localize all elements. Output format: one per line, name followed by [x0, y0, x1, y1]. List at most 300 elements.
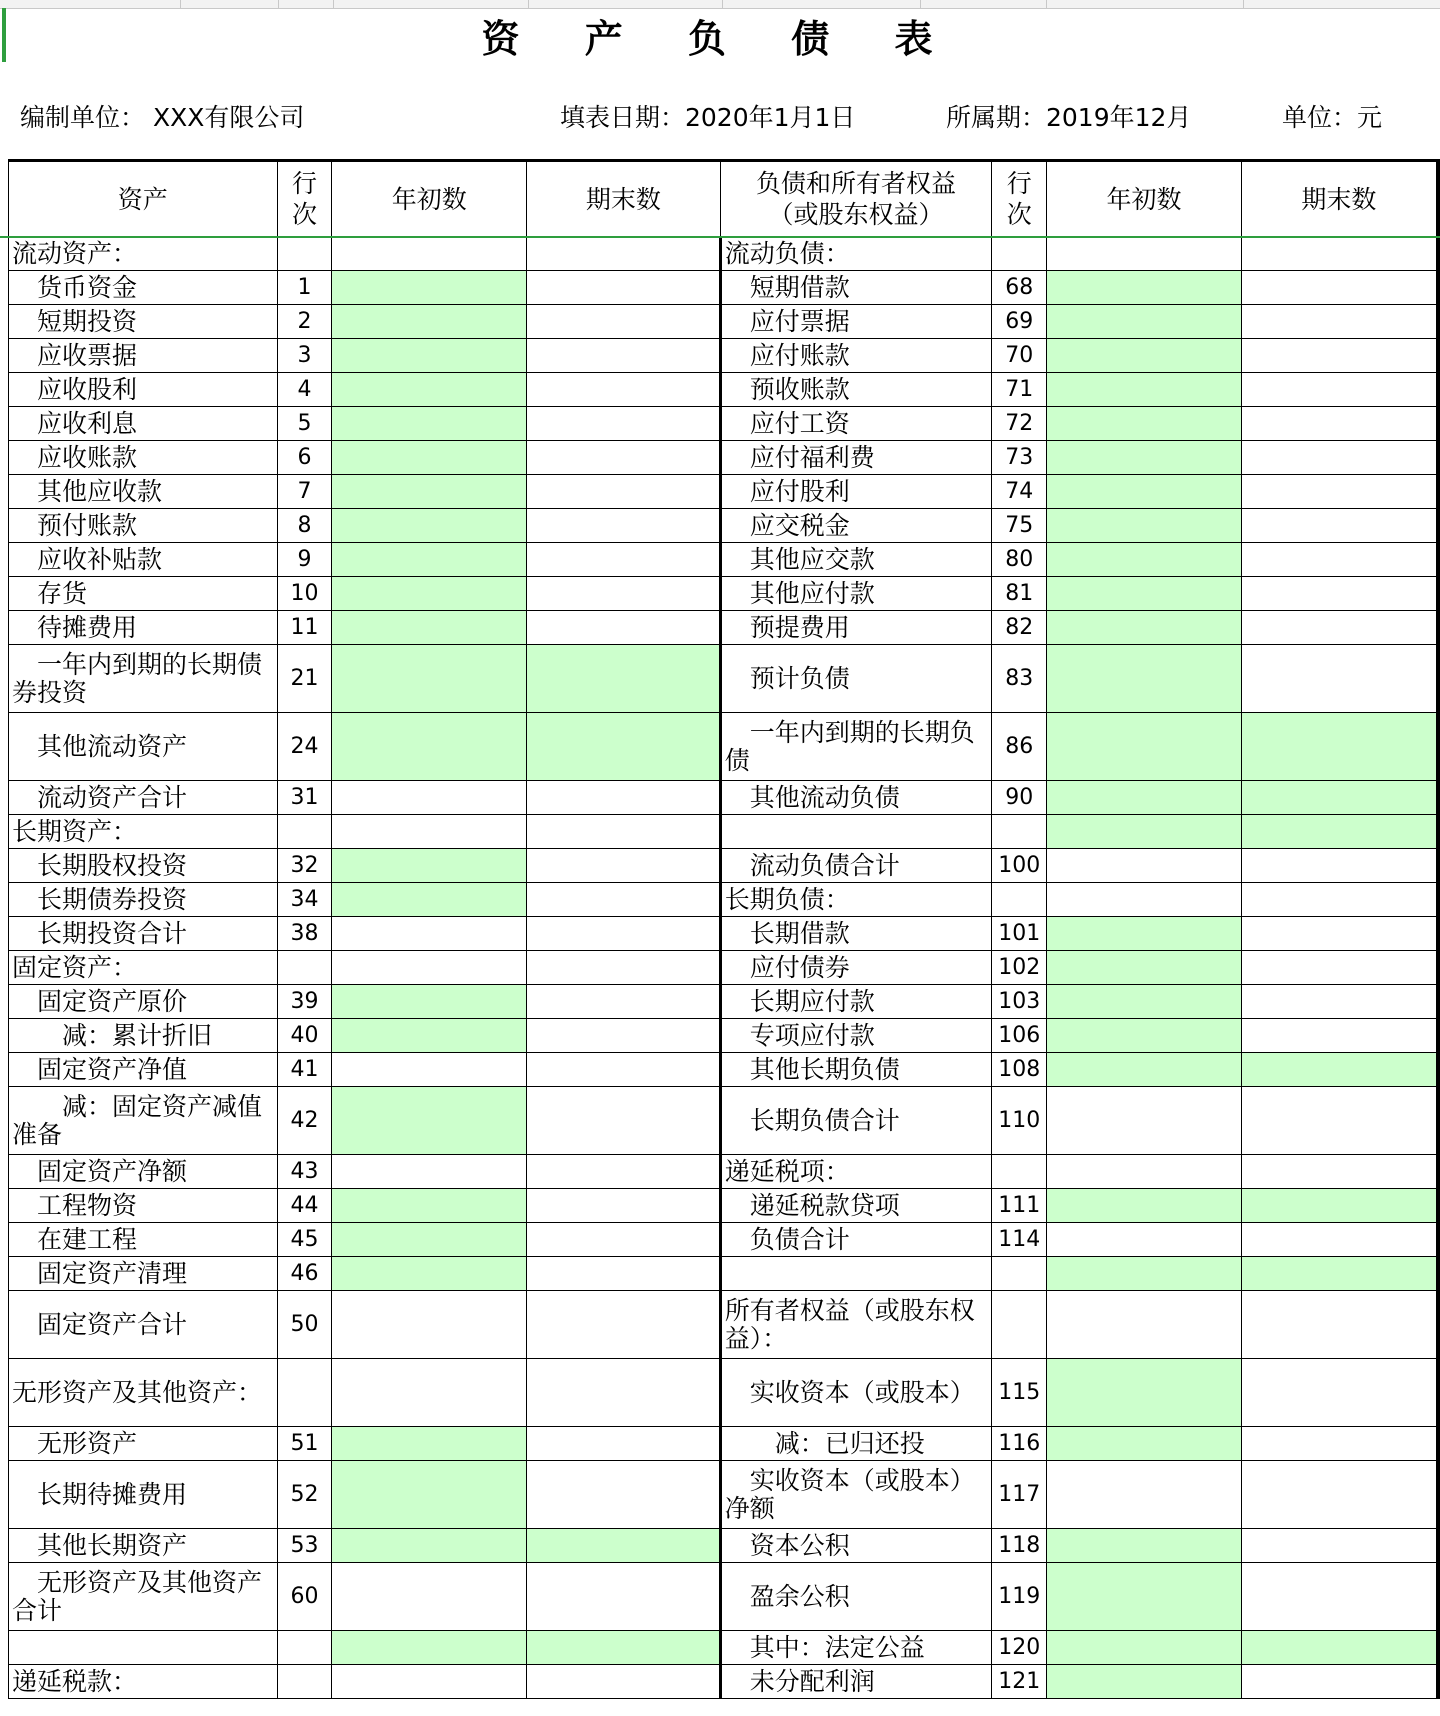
asset-begin-cell[interactable] [332, 407, 527, 441]
liability-row-no-cell[interactable]: 118 [992, 1529, 1047, 1563]
asset-begin-cell[interactable] [332, 1665, 527, 1699]
liability-row-no-cell[interactable]: 108 [992, 1053, 1047, 1087]
asset-begin-cell[interactable] [332, 1529, 527, 1563]
liability-item-cell[interactable]: 长期负债合计 [720, 1087, 992, 1155]
asset-item-cell[interactable]: 长期资产： [9, 815, 278, 849]
asset-item-cell[interactable]: 固定资产净值 [9, 1053, 278, 1087]
liability-end-cell[interactable] [1241, 1257, 1438, 1291]
liability-row-no-cell[interactable]: 110 [992, 1087, 1047, 1155]
asset-row-no-cell[interactable]: 1 [277, 271, 332, 305]
liability-begin-cell[interactable] [1047, 305, 1242, 339]
liability-begin-cell[interactable] [1047, 1631, 1242, 1665]
asset-end-cell[interactable] [527, 645, 721, 713]
liability-item-cell[interactable]: 盈余公积 [720, 1563, 992, 1631]
asset-begin-cell[interactable] [332, 339, 527, 373]
liability-end-cell[interactable] [1241, 475, 1438, 509]
liability-item-cell[interactable]: 其他长期负债 [720, 1053, 992, 1087]
liability-end-cell[interactable] [1241, 1223, 1438, 1257]
liability-begin-cell[interactable] [1047, 1223, 1242, 1257]
liability-end-cell[interactable] [1241, 951, 1438, 985]
liability-end-cell[interactable] [1241, 645, 1438, 713]
liability-end-cell[interactable] [1241, 1019, 1438, 1053]
liability-item-cell[interactable]: 应付股利 [720, 475, 992, 509]
liability-end-cell[interactable] [1241, 441, 1438, 475]
liability-item-cell[interactable]: 其他应付款 [720, 577, 992, 611]
asset-row-no-cell[interactable]: 45 [277, 1223, 332, 1257]
asset-end-cell[interactable] [527, 883, 721, 917]
asset-item-cell[interactable]: 流动资产： [9, 237, 278, 271]
asset-row-no-cell[interactable] [277, 1631, 332, 1665]
liability-end-cell[interactable] [1241, 1461, 1438, 1529]
liability-item-cell[interactable] [720, 1257, 992, 1291]
liability-row-no-cell[interactable]: 119 [992, 1563, 1047, 1631]
liability-end-cell[interactable] [1241, 611, 1438, 645]
liability-begin-cell[interactable] [1047, 883, 1242, 917]
asset-item-cell[interactable]: 应收股利 [9, 373, 278, 407]
asset-end-cell[interactable] [527, 271, 721, 305]
liability-row-no-cell[interactable] [992, 237, 1047, 271]
liability-begin-cell[interactable] [1047, 781, 1242, 815]
liability-row-no-cell[interactable]: 72 [992, 407, 1047, 441]
asset-item-cell[interactable]: 应收补贴款 [9, 543, 278, 577]
asset-end-cell[interactable] [527, 441, 721, 475]
liability-item-cell[interactable]: 实收资本（或股本）净额 [720, 1461, 992, 1529]
liability-item-cell[interactable]: 长期负债： [720, 883, 992, 917]
liability-row-no-cell[interactable]: 74 [992, 475, 1047, 509]
liability-end-cell[interactable] [1241, 1053, 1438, 1087]
liability-row-no-cell[interactable]: 117 [992, 1461, 1047, 1529]
liability-item-cell[interactable] [720, 815, 992, 849]
asset-item-cell[interactable]: 预付账款 [9, 509, 278, 543]
liability-begin-cell[interactable] [1047, 339, 1242, 373]
asset-item-cell[interactable]: 待摊费用 [9, 611, 278, 645]
asset-item-cell[interactable]: 无形资产 [9, 1427, 278, 1461]
header-end-right[interactable]: 期末数 [1241, 161, 1438, 237]
liability-item-cell[interactable]: 长期应付款 [720, 985, 992, 1019]
liability-begin-cell[interactable] [1047, 543, 1242, 577]
asset-row-no-cell[interactable]: 51 [277, 1427, 332, 1461]
asset-item-cell[interactable]: 应收票据 [9, 339, 278, 373]
liability-item-cell[interactable]: 应付福利费 [720, 441, 992, 475]
liability-end-cell[interactable] [1241, 509, 1438, 543]
asset-begin-cell[interactable] [332, 713, 527, 781]
liability-row-no-cell[interactable]: 80 [992, 543, 1047, 577]
asset-end-cell[interactable] [527, 407, 721, 441]
asset-row-no-cell[interactable]: 46 [277, 1257, 332, 1291]
asset-row-no-cell[interactable]: 6 [277, 441, 332, 475]
liability-item-cell[interactable]: 应付账款 [720, 339, 992, 373]
asset-end-cell[interactable] [527, 1053, 721, 1087]
liability-item-cell[interactable]: 应付债券 [720, 951, 992, 985]
asset-end-cell[interactable] [527, 305, 721, 339]
asset-item-cell[interactable]: 一年内到期的长期债券投资 [9, 645, 278, 713]
asset-row-no-cell[interactable]: 60 [277, 1563, 332, 1631]
asset-begin-cell[interactable] [332, 1291, 527, 1359]
liability-end-cell[interactable] [1241, 271, 1438, 305]
liability-item-cell[interactable]: 未分配利润 [720, 1665, 992, 1699]
liability-row-no-cell[interactable]: 100 [992, 849, 1047, 883]
liability-item-cell[interactable]: 应交税金 [720, 509, 992, 543]
liability-end-cell[interactable] [1241, 713, 1438, 781]
asset-begin-cell[interactable] [332, 1631, 527, 1665]
liability-row-no-cell[interactable]: 75 [992, 509, 1047, 543]
liability-row-no-cell[interactable]: 86 [992, 713, 1047, 781]
asset-row-no-cell[interactable]: 3 [277, 339, 332, 373]
liability-row-no-cell[interactable]: 69 [992, 305, 1047, 339]
liability-row-no-cell[interactable]: 121 [992, 1665, 1047, 1699]
asset-row-no-cell[interactable]: 31 [277, 781, 332, 815]
asset-row-no-cell[interactable]: 38 [277, 917, 332, 951]
asset-begin-cell[interactable] [332, 1257, 527, 1291]
liability-row-no-cell[interactable]: 83 [992, 645, 1047, 713]
company-label[interactable]: 编制单位： XXX有限公司 [20, 103, 305, 132]
liability-row-no-cell[interactable] [992, 1155, 1047, 1189]
asset-begin-cell[interactable] [332, 305, 527, 339]
liability-row-no-cell[interactable]: 102 [992, 951, 1047, 985]
asset-end-cell[interactable] [527, 1427, 721, 1461]
asset-end-cell[interactable] [527, 781, 721, 815]
asset-item-cell[interactable]: 长期债券投资 [9, 883, 278, 917]
asset-item-cell[interactable]: 减：累计折旧 [9, 1019, 278, 1053]
asset-row-no-cell[interactable] [277, 815, 332, 849]
asset-row-no-cell[interactable]: 24 [277, 713, 332, 781]
liability-row-no-cell[interactable]: 120 [992, 1631, 1047, 1665]
asset-row-no-cell[interactable]: 7 [277, 475, 332, 509]
asset-item-cell[interactable]: 长期待摊费用 [9, 1461, 278, 1529]
asset-item-cell[interactable]: 在建工程 [9, 1223, 278, 1257]
liability-end-cell[interactable] [1241, 543, 1438, 577]
asset-begin-cell[interactable] [332, 611, 527, 645]
asset-item-cell[interactable]: 长期股权投资 [9, 849, 278, 883]
liability-end-cell[interactable] [1241, 1563, 1438, 1631]
asset-end-cell[interactable] [527, 1529, 721, 1563]
asset-row-no-cell[interactable]: 11 [277, 611, 332, 645]
asset-begin-cell[interactable] [332, 543, 527, 577]
asset-begin-cell[interactable] [332, 815, 527, 849]
asset-begin-cell[interactable] [332, 1189, 527, 1223]
asset-begin-cell[interactable] [332, 883, 527, 917]
liability-begin-cell[interactable] [1047, 1427, 1242, 1461]
liability-begin-cell[interactable] [1047, 1053, 1242, 1087]
liability-row-no-cell[interactable] [992, 1291, 1047, 1359]
liability-end-cell[interactable] [1241, 305, 1438, 339]
liability-begin-cell[interactable] [1047, 611, 1242, 645]
asset-end-cell[interactable] [527, 985, 721, 1019]
liability-begin-cell[interactable] [1047, 1359, 1242, 1427]
liability-row-no-cell[interactable]: 82 [992, 611, 1047, 645]
liability-begin-cell[interactable] [1047, 1665, 1242, 1699]
liability-item-cell[interactable]: 实收资本（或股本） [720, 1359, 992, 1427]
liability-item-cell[interactable]: 预计负债 [720, 645, 992, 713]
asset-row-no-cell[interactable]: 34 [277, 883, 332, 917]
liability-row-no-cell[interactable]: 115 [992, 1359, 1047, 1427]
asset-begin-cell[interactable] [332, 475, 527, 509]
liability-begin-cell[interactable] [1047, 849, 1242, 883]
asset-begin-cell[interactable] [332, 237, 527, 271]
liability-row-no-cell[interactable]: 111 [992, 1189, 1047, 1223]
liability-row-no-cell[interactable] [992, 815, 1047, 849]
liability-end-cell[interactable] [1241, 1291, 1438, 1359]
asset-end-cell[interactable] [527, 339, 721, 373]
liability-row-no-cell[interactable]: 101 [992, 917, 1047, 951]
liability-begin-cell[interactable] [1047, 1155, 1242, 1189]
liability-begin-cell[interactable] [1047, 1019, 1242, 1053]
liability-item-cell[interactable]: 其中：法定公益 [720, 1631, 992, 1665]
liability-begin-cell[interactable] [1047, 645, 1242, 713]
asset-end-cell[interactable] [527, 1019, 721, 1053]
liability-end-cell[interactable] [1241, 407, 1438, 441]
asset-item-cell[interactable]: 长期投资合计 [9, 917, 278, 951]
liability-begin-cell[interactable] [1047, 441, 1242, 475]
liability-item-cell[interactable]: 其他流动负债 [720, 781, 992, 815]
liability-end-cell[interactable] [1241, 1359, 1438, 1427]
header-begin[interactable]: 年初数 [332, 161, 527, 237]
header-row-no[interactable]: 行 次 [277, 161, 332, 237]
header-begin-right[interactable]: 年初数 [1047, 161, 1242, 237]
asset-item-cell[interactable]: 减：固定资产减值准备 [9, 1087, 278, 1155]
liability-row-no-cell[interactable]: 81 [992, 577, 1047, 611]
asset-end-cell[interactable] [527, 1461, 721, 1529]
liability-begin-cell[interactable] [1047, 1563, 1242, 1631]
asset-begin-cell[interactable] [332, 373, 527, 407]
liability-end-cell[interactable] [1241, 1631, 1438, 1665]
liability-begin-cell[interactable] [1047, 1257, 1242, 1291]
asset-row-no-cell[interactable] [277, 951, 332, 985]
asset-begin-cell[interactable] [332, 1223, 527, 1257]
unit-label[interactable]: 单位：元 [1282, 103, 1383, 132]
asset-begin-cell[interactable] [332, 1563, 527, 1631]
asset-item-cell[interactable]: 无形资产及其他资产合计 [9, 1563, 278, 1631]
liability-item-cell[interactable]: 所有者权益（或股东权益）： [720, 1291, 992, 1359]
liability-begin-cell[interactable] [1047, 985, 1242, 1019]
asset-item-cell[interactable]: 固定资产原价 [9, 985, 278, 1019]
liability-item-cell[interactable]: 减：已归还投 [720, 1427, 992, 1461]
asset-end-cell[interactable] [527, 611, 721, 645]
liability-begin-cell[interactable] [1047, 509, 1242, 543]
liability-item-cell[interactable]: 负债合计 [720, 1223, 992, 1257]
asset-row-no-cell[interactable] [277, 237, 332, 271]
asset-item-cell[interactable]: 其他长期资产 [9, 1529, 278, 1563]
liability-item-cell[interactable]: 长期借款 [720, 917, 992, 951]
liability-item-cell[interactable]: 流动负债： [720, 237, 992, 271]
asset-item-cell[interactable]: 应收利息 [9, 407, 278, 441]
liability-end-cell[interactable] [1241, 849, 1438, 883]
header-row-no-right[interactable]: 行 次 [992, 161, 1047, 237]
asset-item-cell[interactable]: 递延税款： [9, 1665, 278, 1699]
liability-row-no-cell[interactable]: 73 [992, 441, 1047, 475]
asset-end-cell[interactable] [527, 543, 721, 577]
asset-begin-cell[interactable] [332, 917, 527, 951]
asset-item-cell[interactable]: 短期投资 [9, 305, 278, 339]
liability-begin-cell[interactable] [1047, 1189, 1242, 1223]
asset-row-no-cell[interactable]: 4 [277, 373, 332, 407]
liability-item-cell[interactable]: 递延税款贷项 [720, 1189, 992, 1223]
sheet-title[interactable]: 资 产 负 债 表 [481, 17, 959, 61]
asset-begin-cell[interactable] [332, 781, 527, 815]
liability-item-cell[interactable]: 一年内到期的长期负债 [720, 713, 992, 781]
liability-begin-cell[interactable] [1047, 1529, 1242, 1563]
asset-begin-cell[interactable] [332, 441, 527, 475]
asset-end-cell[interactable] [527, 475, 721, 509]
liability-row-no-cell[interactable]: 68 [992, 271, 1047, 305]
liability-begin-cell[interactable] [1047, 577, 1242, 611]
asset-item-cell[interactable]: 应收账款 [9, 441, 278, 475]
liability-row-no-cell[interactable]: 103 [992, 985, 1047, 1019]
asset-row-no-cell[interactable]: 43 [277, 1155, 332, 1189]
asset-begin-cell[interactable] [332, 849, 527, 883]
asset-row-no-cell[interactable]: 8 [277, 509, 332, 543]
asset-begin-cell[interactable] [332, 1053, 527, 1087]
liability-end-cell[interactable] [1241, 237, 1438, 271]
liability-begin-cell[interactable] [1047, 475, 1242, 509]
asset-row-no-cell[interactable] [277, 1359, 332, 1427]
asset-end-cell[interactable] [527, 917, 721, 951]
header-end[interactable]: 期末数 [527, 161, 721, 237]
asset-end-cell[interactable] [527, 373, 721, 407]
asset-end-cell[interactable] [527, 1155, 721, 1189]
liability-row-no-cell[interactable]: 114 [992, 1223, 1047, 1257]
liability-end-cell[interactable] [1241, 1665, 1438, 1699]
asset-end-cell[interactable] [527, 509, 721, 543]
asset-item-cell[interactable]: 固定资产净额 [9, 1155, 278, 1189]
asset-end-cell[interactable] [527, 1257, 721, 1291]
asset-end-cell[interactable] [527, 1291, 721, 1359]
liability-item-cell[interactable]: 应付票据 [720, 305, 992, 339]
fill-date-label[interactable]: 填表日期：2020年1月1日 [560, 103, 856, 132]
asset-end-cell[interactable] [527, 1665, 721, 1699]
liability-begin-cell[interactable] [1047, 1461, 1242, 1529]
liability-item-cell[interactable]: 其他应交款 [720, 543, 992, 577]
asset-row-no-cell[interactable]: 50 [277, 1291, 332, 1359]
asset-begin-cell[interactable] [332, 1359, 527, 1427]
asset-row-no-cell[interactable]: 9 [277, 543, 332, 577]
liability-item-cell[interactable]: 预收账款 [720, 373, 992, 407]
liability-end-cell[interactable] [1241, 781, 1438, 815]
liability-begin-cell[interactable] [1047, 713, 1242, 781]
asset-end-cell[interactable] [527, 1189, 721, 1223]
asset-item-cell[interactable]: 货币资金 [9, 271, 278, 305]
asset-item-cell[interactable]: 存货 [9, 577, 278, 611]
asset-item-cell[interactable]: 其他流动资产 [9, 713, 278, 781]
liability-item-cell[interactable]: 流动负债合计 [720, 849, 992, 883]
liability-item-cell[interactable]: 预提费用 [720, 611, 992, 645]
liability-row-no-cell[interactable]: 70 [992, 339, 1047, 373]
asset-row-no-cell[interactable]: 41 [277, 1053, 332, 1087]
header-assets[interactable]: 资产 [9, 161, 278, 237]
asset-item-cell[interactable] [9, 1631, 278, 1665]
asset-begin-cell[interactable] [332, 1155, 527, 1189]
asset-item-cell[interactable]: 固定资产合计 [9, 1291, 278, 1359]
liability-item-cell[interactable]: 应付工资 [720, 407, 992, 441]
liability-end-cell[interactable] [1241, 1529, 1438, 1563]
asset-item-cell[interactable]: 工程物资 [9, 1189, 278, 1223]
liability-item-cell[interactable]: 短期借款 [720, 271, 992, 305]
asset-end-cell[interactable] [527, 951, 721, 985]
asset-row-no-cell[interactable]: 21 [277, 645, 332, 713]
asset-begin-cell[interactable] [332, 1427, 527, 1461]
liability-end-cell[interactable] [1241, 373, 1438, 407]
liability-row-no-cell[interactable]: 116 [992, 1427, 1047, 1461]
asset-begin-cell[interactable] [332, 1461, 527, 1529]
asset-begin-cell[interactable] [332, 577, 527, 611]
liability-begin-cell[interactable] [1047, 1087, 1242, 1155]
asset-row-no-cell[interactable]: 52 [277, 1461, 332, 1529]
asset-end-cell[interactable] [527, 1359, 721, 1427]
asset-row-no-cell[interactable]: 39 [277, 985, 332, 1019]
liability-item-cell[interactable]: 资本公积 [720, 1529, 992, 1563]
liability-end-cell[interactable] [1241, 1189, 1438, 1223]
asset-row-no-cell[interactable]: 40 [277, 1019, 332, 1053]
liability-end-cell[interactable] [1241, 985, 1438, 1019]
asset-row-no-cell[interactable]: 10 [277, 577, 332, 611]
asset-row-no-cell[interactable]: 32 [277, 849, 332, 883]
asset-row-no-cell[interactable] [277, 1665, 332, 1699]
asset-row-no-cell[interactable]: 5 [277, 407, 332, 441]
period-label[interactable]: 所属期：2019年12月 [946, 103, 1192, 132]
asset-item-cell[interactable]: 固定资产： [9, 951, 278, 985]
liability-row-no-cell[interactable] [992, 883, 1047, 917]
asset-row-no-cell[interactable]: 2 [277, 305, 332, 339]
liability-begin-cell[interactable] [1047, 407, 1242, 441]
asset-begin-cell[interactable] [332, 645, 527, 713]
liability-end-cell[interactable] [1241, 815, 1438, 849]
liability-end-cell[interactable] [1241, 883, 1438, 917]
liability-begin-cell[interactable] [1047, 815, 1242, 849]
liability-end-cell[interactable] [1241, 339, 1438, 373]
asset-end-cell[interactable] [527, 849, 721, 883]
asset-row-no-cell[interactable]: 42 [277, 1087, 332, 1155]
liability-begin-cell[interactable] [1047, 373, 1242, 407]
liability-item-cell[interactable]: 递延税项： [720, 1155, 992, 1189]
asset-begin-cell[interactable] [332, 1019, 527, 1053]
liability-end-cell[interactable] [1241, 1155, 1438, 1189]
asset-end-cell[interactable] [527, 1631, 721, 1665]
header-liabilities[interactable]: 负债和所有者权益 （或股东权益） [720, 161, 992, 237]
asset-end-cell[interactable] [527, 1087, 721, 1155]
liability-end-cell[interactable] [1241, 917, 1438, 951]
liability-begin-cell[interactable] [1047, 951, 1242, 985]
liability-end-cell[interactable] [1241, 577, 1438, 611]
liability-begin-cell[interactable] [1047, 237, 1242, 271]
asset-end-cell[interactable] [527, 237, 721, 271]
liability-end-cell[interactable] [1241, 1087, 1438, 1155]
asset-row-no-cell[interactable]: 44 [277, 1189, 332, 1223]
asset-begin-cell[interactable] [332, 985, 527, 1019]
asset-begin-cell[interactable] [332, 509, 527, 543]
asset-item-cell[interactable]: 固定资产清理 [9, 1257, 278, 1291]
liability-begin-cell[interactable] [1047, 1291, 1242, 1359]
asset-item-cell[interactable]: 无形资产及其他资产： [9, 1359, 278, 1427]
liability-row-no-cell[interactable]: 106 [992, 1019, 1047, 1053]
liability-row-no-cell[interactable] [992, 1257, 1047, 1291]
asset-begin-cell[interactable] [332, 951, 527, 985]
asset-item-cell[interactable]: 其他应收款 [9, 475, 278, 509]
liability-row-no-cell[interactable]: 90 [992, 781, 1047, 815]
liability-end-cell[interactable] [1241, 1427, 1438, 1461]
asset-end-cell[interactable] [527, 1563, 721, 1631]
liability-begin-cell[interactable] [1047, 917, 1242, 951]
asset-row-no-cell[interactable]: 53 [277, 1529, 332, 1563]
asset-end-cell[interactable] [527, 713, 721, 781]
asset-begin-cell[interactable] [332, 271, 527, 305]
liability-row-no-cell[interactable]: 71 [992, 373, 1047, 407]
liability-begin-cell[interactable] [1047, 271, 1242, 305]
liability-item-cell[interactable]: 专项应付款 [720, 1019, 992, 1053]
asset-item-cell[interactable]: 流动资产合计 [9, 781, 278, 815]
asset-end-cell[interactable] [527, 577, 721, 611]
asset-end-cell[interactable] [527, 815, 721, 849]
asset-begin-cell[interactable] [332, 1087, 527, 1155]
